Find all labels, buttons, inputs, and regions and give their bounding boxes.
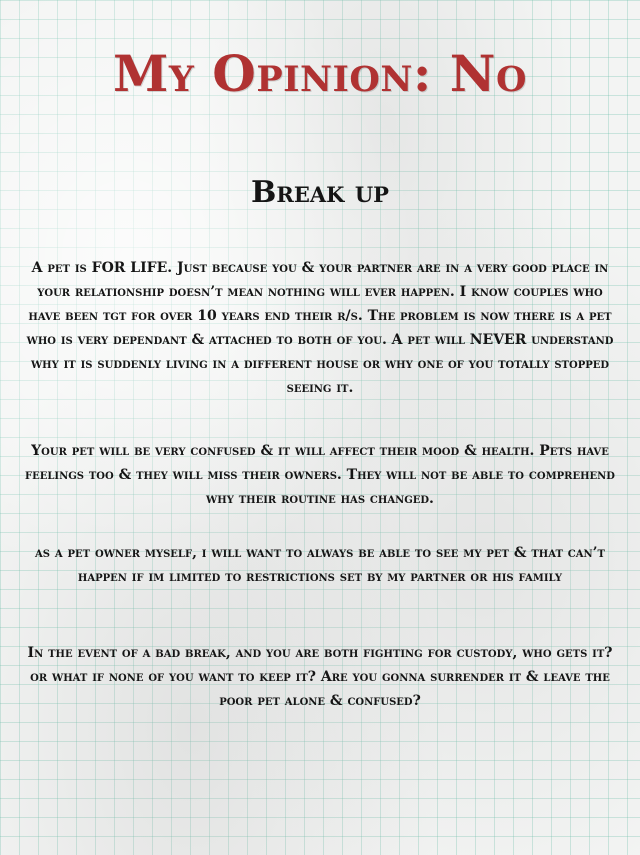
page-title: My Opinion: No [113,44,527,103]
paragraph-custody: In the event of a bad break, and you are both fighting for custody, who gets it? or what if none of you want to keep it? Are you gonna surrender it & leave the poor pet alone & confused? [27,645,613,709]
paragraph-pet-confused: Your pet will be very confused & it will affect their mood & health. Pets have feelings too & they will miss their owners. They will not be able to comprehend why their routine has changed. [25,443,615,507]
paragraph-pet-owner: as a pet owner myself, i will want to always be able to see my pet & that can’t happen if im limited to restrictions set by my partner or his family [35,545,605,585]
section-heading: Break up [251,175,389,210]
paragraph-pet-for-life: A pet is FOR LIFE. Just because you & your partner are in a very good place in your relationship doesn’t mean nothing will ever happen. I know couples who have been tgt for over 10 years end their r/s. The problem is now there is a pet who is very dependant & attached to both of you. A pet will NEVER understand why it is suddenly living in a different house or why one of you totally stopped seeing it. [26,260,614,396]
